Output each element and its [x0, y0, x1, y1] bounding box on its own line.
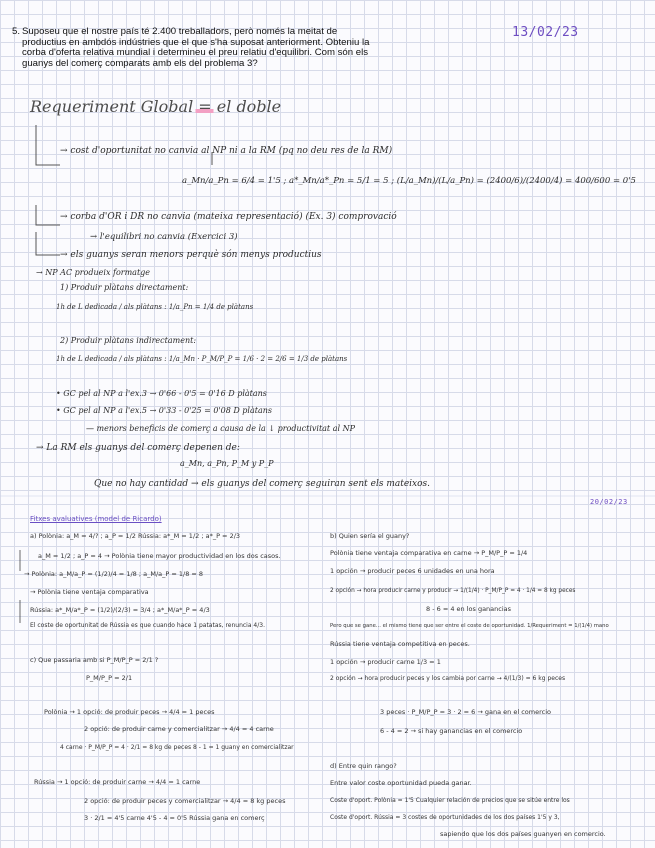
note-a2: 2) Produir plàtans indirectament:: [60, 336, 197, 345]
right-line-15: Coste d'oport. Rússia = 3 costes de oportunidades de los dos países 1'5 y 3,: [330, 814, 560, 821]
right-line-12: d) Entre quin rango?: [330, 762, 397, 770]
left-line-3: → Polònia: a_M/a_P = (1/2)/4 = 1/8 ; a_M/a_P = 1/8 = 8: [24, 570, 204, 578]
right-line-8: 1 opción → producir carne 1/3 = 1: [330, 658, 441, 666]
right-line-11: 6 - 4 = 2 → si hay ganancias en el comercio: [380, 727, 523, 735]
left-line-9: Polònia → 1 opció: de produir peces → 4/4 = 1 peces: [44, 708, 215, 716]
note-line-3: → l'equilibri no canvia (Exercici 3): [90, 232, 238, 242]
left-line-1: a) Polònia: a_M = 4/? ; a_P = 1/2 Rússia: a*_M = 1/2 ; a*_P = 2/3: [30, 532, 241, 540]
right-line-13: Entre valor coste oportunidad pueda ganar.: [330, 779, 472, 787]
note-b3: — menors beneficis de comerç a causa de la ↓ productivitat al NP: [86, 424, 355, 433]
question-number: 5.: [12, 26, 21, 37]
date-lower: 20/02/23: [590, 498, 628, 506]
left-line-8: P_M/P_P = 2/1: [86, 674, 133, 682]
left-line-6: El coste de oportunitat de Rússia es que cuando hace 1 patatas, renuncia 4/3.: [30, 622, 265, 629]
note-line-5: → NP AC produeix formatge: [36, 268, 151, 277]
right-line-1: b) Quien sería el guany?: [330, 532, 410, 540]
left-line-14: 3 · 2/1 = 4'5 carne 4'5 - 4 = 0'5 Rússia gana en comerç: [84, 814, 265, 822]
left-line-5: Rússia: a*_M/a*_P = (1/2)/(2/3) = 3/4 ; a*_M/a*_P = 4/3: [30, 606, 210, 614]
note-line-6: → La RM els guanys del comerç depenen de:: [36, 443, 240, 453]
note-a1-formula: 1h de L dedicada / als plàtans : 1/a_Pn = 1/4 de plàtans: [56, 303, 254, 311]
right-line-4: 2 opción → hora producir carne y producir → 1/(1/4) · P_M/P_P = 4 · 1/4 = 8 kg peces: [330, 588, 576, 594]
note-a2-formula: 1h de L dedicada / als plàtans : 1/a_Mn · P_M/P_P = 1/6 · 2 = 2/6 = 1/3 de plàtans: [56, 355, 348, 363]
right-line-10: 3 peces · P_M/P_P = 3 · 2 = 6 → gana en el comercio: [380, 708, 551, 716]
note-a1: 1) Produir plàtans directament:: [60, 283, 189, 292]
note-b1: • GC pel al NP a l'ex.3 → 0'66 - 0'5 = 0'16 D plàtans: [56, 389, 267, 398]
question-text: Suposeu que el nostre país té 2.400 treballadors, però només la meitat de productius en ambdós indústries que el que s'ha suposat anteriorment. Obteniu la corba d'oferta relativa mundial i determineu el preu relatiu d'equilibri. Com són els guanys del comerç comparats amb els del problema 3?: [22, 26, 370, 69]
note-line-8: Que no hay cantidad → els guanys del comerç seguiran sent els mateixos.: [94, 479, 431, 489]
note-line-1: → cost d'oportunitat no canvia al NP ni a la RM (pq no deu res de la RM): [60, 146, 393, 156]
right-line-14: Coste d'oport. Polònia = 1'5 Cualquier relación de precios que se sitúe entre los: [330, 797, 570, 804]
left-line-4: → Polònia tiene ventaja comparativa: [30, 588, 149, 596]
note-b2: • GC pel al NP a l'ex.5 → 0'33 - 0'25 = 0'08 D plàtans: [56, 406, 272, 415]
left-line-13: 2 opció: de produir peces y comercialitzar → 4/4 = 8 kg peces: [84, 797, 286, 805]
left-line-10: 2 opció: de produir carne y comercialitzar → 4/4 = 4 carne: [84, 725, 274, 733]
note-line-4: → els guanys seran menors perquè són menys productius: [60, 250, 322, 260]
right-line-2: Polònia tiene ventaja comparativa en carne → P_M/P_P = 1/4: [330, 549, 528, 557]
left-line-12: Rússia → 1 opció: de produir carne → 4/4 = 1 carne: [34, 778, 201, 786]
lower-heading: Fitxes avaluatives (model de Ricardo): [30, 515, 162, 523]
note-line-2: → corba d'OR i DR no canvia (mateixa representació) (Ex. 3) comprovació: [60, 212, 397, 222]
date-top: 13/02/23: [512, 25, 579, 40]
left-line-2: a_M = 1/2 ; a_P = 4 → Polònia tiene mayor productividad en los dos casos.: [38, 552, 281, 560]
right-line-16: sapiendo que los dos países guanyen en comercio.: [440, 830, 606, 838]
right-line-9: 2 opción → hora producir peces y los cambia por carne → 4/(1/3) = 6 kg peces: [330, 675, 566, 682]
right-line-6: Pero que se gane... el mismo tiene que ser entre el coste de oportunidad. 1/Requeriment = 1/(1/4) mano: [330, 623, 609, 629]
note-line-7: a_Mn, a_Pn, P_M y P_P: [180, 459, 274, 468]
right-line-5: 8 - 6 = 4 en los ganancias: [426, 605, 512, 613]
left-line-11: 4 carne · P_M/P_P = 4 · 2/1 = 8 kg de peces 8 - 1 = 1 guany en comercialitzar: [60, 744, 294, 751]
right-line-3: 1 opción → producir peces 6 unidades en una hora: [330, 567, 495, 575]
note-formula-1: a_Mn/a_Pn = 6/4 = 1'5 ; a*_Mn/a*_Pn = 5/1 = 5 ; (L/a_Mn)/(L/a_Pn) = (2400/6)/(2400/4) = 400/600 = 0'5: [182, 176, 636, 186]
right-line-7: Rússia tiene ventaja competitiva en peces.: [330, 640, 470, 648]
notes-title: Requeriment Global = el doble: [30, 97, 282, 116]
left-line-7: c) Que passaria amb si P_M/P_P = 2/1 ?: [30, 656, 159, 664]
